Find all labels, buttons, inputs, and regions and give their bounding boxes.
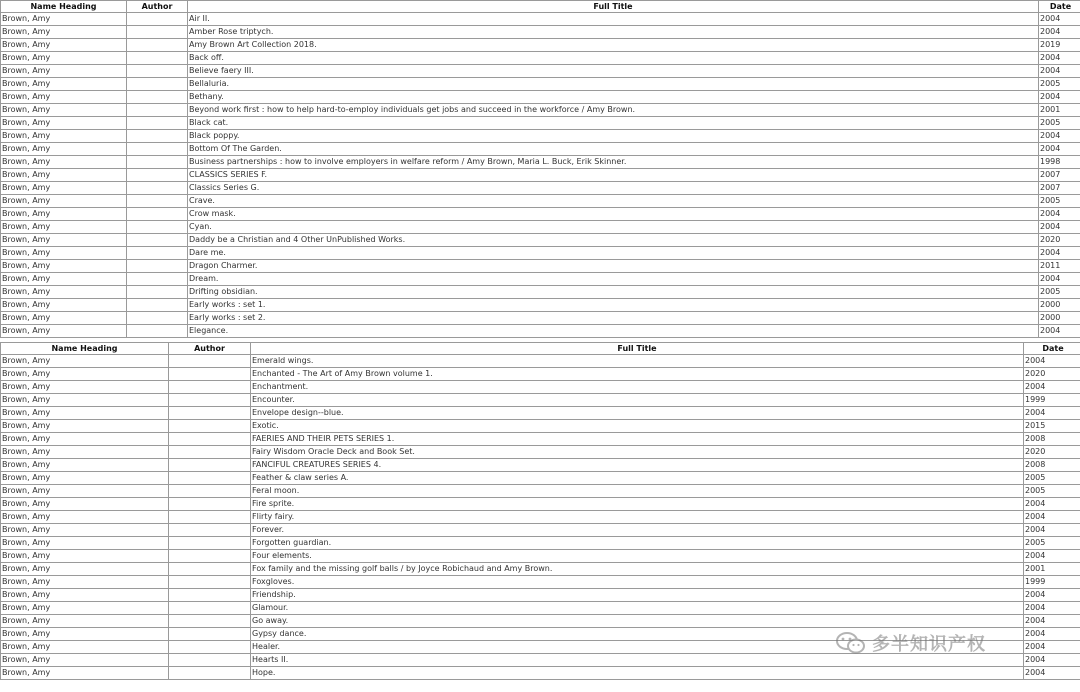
cell-author xyxy=(169,641,251,654)
cell-full-title: CLASSICS SERIES F. xyxy=(188,169,1039,182)
cell-name-heading: Brown, Amy xyxy=(1,368,169,381)
column-header-date[interactable]: Date xyxy=(1024,343,1080,355)
cell-name-heading: Brown, Amy xyxy=(1,667,169,680)
table-body xyxy=(1,13,1080,338)
table-row[interactable] xyxy=(1,78,1080,91)
table-header-row xyxy=(1,343,1080,355)
cell-full-title: FANCIFUL CREATURES SERIES 4. xyxy=(251,459,1024,472)
cell-name-heading: Brown, Amy xyxy=(1,13,127,26)
cell-author xyxy=(127,65,188,78)
cell-date: 2020 xyxy=(1024,446,1080,459)
cell-date: 2004 xyxy=(1024,355,1080,368)
cell-date: 2004 xyxy=(1039,143,1080,156)
cell-name-heading: Brown, Amy xyxy=(1,485,169,498)
results-table-2 xyxy=(0,342,1080,680)
column-header-author[interactable]: Author xyxy=(169,343,251,355)
cell-date: 2005 xyxy=(1039,117,1080,130)
cell-date: 2004 xyxy=(1039,130,1080,143)
cell-author xyxy=(127,195,188,208)
cell-full-title: Bethany. xyxy=(188,91,1039,104)
cell-full-title: Air II. xyxy=(188,13,1039,26)
cell-name-heading: Brown, Amy xyxy=(1,26,127,39)
cell-name-heading: Brown, Amy xyxy=(1,273,127,286)
cell-full-title: Early works : set 1. xyxy=(188,299,1039,312)
cell-author xyxy=(127,247,188,260)
cell-full-title: Forever. xyxy=(251,524,1024,537)
cell-date: 2007 xyxy=(1039,169,1080,182)
table-row[interactable] xyxy=(1,208,1080,221)
cell-name-heading: Brown, Amy xyxy=(1,433,169,446)
cell-author xyxy=(127,325,188,338)
table-row[interactable] xyxy=(1,26,1080,39)
cell-full-title: Amber Rose triptych. xyxy=(188,26,1039,39)
table-row[interactable] xyxy=(1,368,1080,381)
cell-date: 2004 xyxy=(1024,407,1080,420)
cell-name-heading: Brown, Amy xyxy=(1,537,169,550)
cell-author xyxy=(169,446,251,459)
table-row[interactable] xyxy=(1,446,1080,459)
cell-full-title: Bellaluria. xyxy=(188,78,1039,91)
cell-name-heading: Brown, Amy xyxy=(1,563,169,576)
cell-name-heading: Brown, Amy xyxy=(1,104,127,117)
table-row[interactable] xyxy=(1,407,1080,420)
table-row[interactable] xyxy=(1,394,1080,407)
cell-author xyxy=(127,169,188,182)
table-row[interactable] xyxy=(1,299,1080,312)
cell-name-heading: Brown, Amy xyxy=(1,234,127,247)
column-header-name-heading[interactable]: Name Heading xyxy=(1,1,127,13)
cell-author xyxy=(127,13,188,26)
cell-name-heading: Brown, Amy xyxy=(1,260,127,273)
cell-name-heading: Brown, Amy xyxy=(1,641,169,654)
cell-author xyxy=(127,26,188,39)
cell-full-title: Fox family and the missing golf balls / by Joyce Robichaud and Amy Brown. xyxy=(251,563,1024,576)
cell-author xyxy=(127,156,188,169)
cell-full-title: Fire sprite. xyxy=(251,498,1024,511)
cell-author xyxy=(169,654,251,667)
cell-author xyxy=(169,459,251,472)
cell-name-heading: Brown, Amy xyxy=(1,117,127,130)
cell-author xyxy=(127,208,188,221)
cell-full-title: Forgotten guardian. xyxy=(251,537,1024,550)
cell-name-heading: Brown, Amy xyxy=(1,628,169,641)
cell-date: 1999 xyxy=(1024,394,1080,407)
table-row[interactable] xyxy=(1,563,1080,576)
cell-full-title: Business partnerships : how to involve employers in welfare reform / Amy Brown, Maria L. Buck, Erik Skinner. xyxy=(188,156,1039,169)
table-row[interactable] xyxy=(1,576,1080,589)
table-body xyxy=(1,355,1080,680)
column-header-full-title[interactable]: Full Title xyxy=(251,343,1024,355)
cell-full-title: Believe faery III. xyxy=(188,65,1039,78)
cell-name-heading: Brown, Amy xyxy=(1,286,127,299)
cell-author xyxy=(169,485,251,498)
cell-date: 2004 xyxy=(1024,641,1080,654)
table-row[interactable] xyxy=(1,667,1080,680)
cell-date: 2005 xyxy=(1024,472,1080,485)
cell-date: 2004 xyxy=(1039,247,1080,260)
cell-date: 2004 xyxy=(1024,511,1080,524)
table-row[interactable] xyxy=(1,182,1080,195)
cell-author xyxy=(169,381,251,394)
cell-name-heading: Brown, Amy xyxy=(1,550,169,563)
cell-author xyxy=(127,312,188,325)
cell-author xyxy=(127,260,188,273)
cell-date: 2011 xyxy=(1039,260,1080,273)
table-row[interactable] xyxy=(1,260,1080,273)
results-table-1 xyxy=(0,0,1080,338)
cell-author xyxy=(127,286,188,299)
cell-full-title: Beyond work first : how to help hard-to-employ individuals get jobs and succeed in the workforce / Amy Brown. xyxy=(188,104,1039,117)
cell-date: 2005 xyxy=(1039,286,1080,299)
cell-date: 1998 xyxy=(1039,156,1080,169)
cell-full-title: Crow mask. xyxy=(188,208,1039,221)
table-row[interactable] xyxy=(1,537,1080,550)
table-row[interactable] xyxy=(1,247,1080,260)
table-row[interactable] xyxy=(1,433,1080,446)
table-row[interactable] xyxy=(1,221,1080,234)
cell-date: 2004 xyxy=(1024,654,1080,667)
cell-full-title: Four elements. xyxy=(251,550,1024,563)
cell-date: 2004 xyxy=(1024,602,1080,615)
cell-date: 2005 xyxy=(1024,537,1080,550)
cell-author xyxy=(127,117,188,130)
cell-date: 2000 xyxy=(1039,312,1080,325)
cell-author xyxy=(169,628,251,641)
cell-full-title: Early works : set 2. xyxy=(188,312,1039,325)
table-row[interactable] xyxy=(1,312,1080,325)
cell-name-heading: Brown, Amy xyxy=(1,576,169,589)
cell-name-heading: Brown, Amy xyxy=(1,524,169,537)
cell-name-heading: Brown, Amy xyxy=(1,446,169,459)
cell-full-title: Back off. xyxy=(188,52,1039,65)
cell-name-heading: Brown, Amy xyxy=(1,65,127,78)
cell-name-heading: Brown, Amy xyxy=(1,78,127,91)
table-row[interactable] xyxy=(1,355,1080,368)
cell-name-heading: Brown, Amy xyxy=(1,247,127,260)
cell-author xyxy=(169,667,251,680)
cell-author xyxy=(169,576,251,589)
table-row[interactable] xyxy=(1,654,1080,667)
cell-author xyxy=(169,615,251,628)
cell-name-heading: Brown, Amy xyxy=(1,182,127,195)
cell-date: 2001 xyxy=(1024,563,1080,576)
table-row[interactable] xyxy=(1,381,1080,394)
cell-date: 2004 xyxy=(1024,628,1080,641)
cell-date: 2005 xyxy=(1039,195,1080,208)
cell-name-heading: Brown, Amy xyxy=(1,615,169,628)
table-row[interactable] xyxy=(1,13,1080,26)
cell-date: 2001 xyxy=(1039,104,1080,117)
cell-name-heading: Brown, Amy xyxy=(1,394,169,407)
cell-full-title: Crave. xyxy=(188,195,1039,208)
cell-name-heading: Brown, Amy xyxy=(1,299,127,312)
cell-author xyxy=(169,355,251,368)
cell-date: 2004 xyxy=(1039,65,1080,78)
table-row[interactable] xyxy=(1,143,1080,156)
table-row[interactable] xyxy=(1,104,1080,117)
cell-full-title: Enchantment. xyxy=(251,381,1024,394)
cell-author xyxy=(127,143,188,156)
table-row[interactable] xyxy=(1,615,1080,628)
cell-name-heading: Brown, Amy xyxy=(1,472,169,485)
cell-author xyxy=(127,182,188,195)
cell-name-heading: Brown, Amy xyxy=(1,195,127,208)
cell-name-heading: Brown, Amy xyxy=(1,459,169,472)
cell-author xyxy=(169,511,251,524)
cell-full-title: Dragon Charmer. xyxy=(188,260,1039,273)
cell-name-heading: Brown, Amy xyxy=(1,208,127,221)
cell-date: 2004 xyxy=(1039,325,1080,338)
cell-date: 2004 xyxy=(1024,550,1080,563)
table-row[interactable] xyxy=(1,286,1080,299)
cell-date: 2004 xyxy=(1024,615,1080,628)
table-row[interactable] xyxy=(1,91,1080,104)
cell-date: 2008 xyxy=(1024,433,1080,446)
cell-name-heading: Brown, Amy xyxy=(1,407,169,420)
cell-name-heading: Brown, Amy xyxy=(1,130,127,143)
cell-date: 2020 xyxy=(1024,368,1080,381)
table-row[interactable] xyxy=(1,485,1080,498)
table-header-row xyxy=(1,1,1080,13)
cell-name-heading: Brown, Amy xyxy=(1,91,127,104)
cell-full-title: Healer. xyxy=(251,641,1024,654)
cell-full-title: Feral moon. xyxy=(251,485,1024,498)
cell-author xyxy=(169,602,251,615)
cell-author xyxy=(169,407,251,420)
cell-name-heading: Brown, Amy xyxy=(1,589,169,602)
table-row[interactable] xyxy=(1,156,1080,169)
watermark-text: 多半知识产权 xyxy=(872,634,986,655)
table-row[interactable] xyxy=(1,234,1080,247)
cell-full-title: Gypsy dance. xyxy=(251,628,1024,641)
table-row[interactable] xyxy=(1,130,1080,143)
cell-full-title: Hope. xyxy=(251,667,1024,680)
cell-full-title: Flirty fairy. xyxy=(251,511,1024,524)
cell-full-title: Exotic. xyxy=(251,420,1024,433)
cell-full-title: Elegance. xyxy=(188,325,1039,338)
cell-full-title: Encounter. xyxy=(251,394,1024,407)
cell-date: 2015 xyxy=(1024,420,1080,433)
table-row[interactable] xyxy=(1,498,1080,511)
table-row[interactable] xyxy=(1,602,1080,615)
cell-full-title: Glamour. xyxy=(251,602,1024,615)
cell-author xyxy=(169,394,251,407)
cell-author xyxy=(169,589,251,602)
cell-date: 2004 xyxy=(1039,91,1080,104)
cell-name-heading: Brown, Amy xyxy=(1,381,169,394)
table-row[interactable] xyxy=(1,195,1080,208)
cell-author xyxy=(169,472,251,485)
cell-author xyxy=(127,221,188,234)
cell-author xyxy=(127,273,188,286)
cell-name-heading: Brown, Amy xyxy=(1,325,127,338)
cell-date: 2008 xyxy=(1024,459,1080,472)
table-row[interactable] xyxy=(1,65,1080,78)
cell-date: 2004 xyxy=(1024,381,1080,394)
cell-full-title: Envelope design--blue. xyxy=(251,407,1024,420)
column-header-author[interactable]: Author xyxy=(127,1,188,13)
cell-name-heading: Brown, Amy xyxy=(1,52,127,65)
cell-author xyxy=(169,433,251,446)
cell-full-title: Drifting obsidian. xyxy=(188,286,1039,299)
cell-date: 2004 xyxy=(1039,26,1080,39)
cell-full-title: Fairy Wisdom Oracle Deck and Book Set. xyxy=(251,446,1024,459)
cell-date: 2019 xyxy=(1039,39,1080,52)
cell-name-heading: Brown, Amy xyxy=(1,143,127,156)
cell-full-title: Enchanted - The Art of Amy Brown volume 1. xyxy=(251,368,1024,381)
cell-name-heading: Brown, Amy xyxy=(1,420,169,433)
table-row[interactable] xyxy=(1,39,1080,52)
cell-author xyxy=(127,104,188,117)
cell-name-heading: Brown, Amy xyxy=(1,39,127,52)
cell-full-title: Foxgloves. xyxy=(251,576,1024,589)
cell-date: 2020 xyxy=(1039,234,1080,247)
cell-date: 2000 xyxy=(1039,299,1080,312)
cell-date: 2005 xyxy=(1039,78,1080,91)
cell-name-heading: Brown, Amy xyxy=(1,511,169,524)
cell-author xyxy=(169,524,251,537)
cell-full-title: Dare me. xyxy=(188,247,1039,260)
column-header-full-title[interactable]: Full Title xyxy=(188,1,1039,13)
cell-name-heading: Brown, Amy xyxy=(1,498,169,511)
table-row[interactable] xyxy=(1,641,1080,654)
cell-full-title: FAERIES AND THEIR PETS SERIES 1. xyxy=(251,433,1024,446)
cell-full-title: Cyan. xyxy=(188,221,1039,234)
cell-author xyxy=(169,563,251,576)
cell-name-heading: Brown, Amy xyxy=(1,169,127,182)
cell-name-heading: Brown, Amy xyxy=(1,654,169,667)
cell-name-heading: Brown, Amy xyxy=(1,355,169,368)
cell-date: 2004 xyxy=(1039,221,1080,234)
table-row[interactable] xyxy=(1,511,1080,524)
table-row[interactable] xyxy=(1,628,1080,641)
cell-author xyxy=(127,39,188,52)
cell-author xyxy=(127,52,188,65)
cell-author xyxy=(127,91,188,104)
table-row[interactable] xyxy=(1,524,1080,537)
cell-date: 2004 xyxy=(1039,52,1080,65)
cell-full-title: Emerald wings. xyxy=(251,355,1024,368)
table-row[interactable] xyxy=(1,52,1080,65)
table-row[interactable] xyxy=(1,420,1080,433)
cell-date: 2004 xyxy=(1039,13,1080,26)
cell-full-title: Black poppy. xyxy=(188,130,1039,143)
cell-date: 2004 xyxy=(1024,498,1080,511)
cell-date: 2005 xyxy=(1024,485,1080,498)
cell-full-title: Friendship. xyxy=(251,589,1024,602)
cell-author xyxy=(169,498,251,511)
cell-full-title: Amy Brown Art Collection 2018. xyxy=(188,39,1039,52)
cell-author xyxy=(169,537,251,550)
cell-full-title: Go away. xyxy=(251,615,1024,628)
cell-author xyxy=(127,130,188,143)
table-row[interactable] xyxy=(1,459,1080,472)
cell-name-heading: Brown, Amy xyxy=(1,312,127,325)
cell-author xyxy=(127,299,188,312)
cell-full-title: Black cat. xyxy=(188,117,1039,130)
table-row[interactable] xyxy=(1,472,1080,485)
table-row[interactable] xyxy=(1,589,1080,602)
column-header-name-heading[interactable]: Name Heading xyxy=(1,343,169,355)
cell-date: 2004 xyxy=(1024,667,1080,680)
cell-author xyxy=(127,234,188,247)
cell-date: 2007 xyxy=(1039,182,1080,195)
cell-full-title: Bottom Of The Garden. xyxy=(188,143,1039,156)
cell-full-title: Daddy be a Christian and 4 Other UnPublished Works. xyxy=(188,234,1039,247)
cell-name-heading: Brown, Amy xyxy=(1,156,127,169)
table-row[interactable] xyxy=(1,169,1080,182)
cell-date: 2004 xyxy=(1039,208,1080,221)
column-header-date[interactable]: Date xyxy=(1039,1,1080,13)
cell-date: 1999 xyxy=(1024,576,1080,589)
cell-full-title: Feather & claw series A. xyxy=(251,472,1024,485)
cell-date: 2004 xyxy=(1024,589,1080,602)
table-row[interactable] xyxy=(1,325,1080,338)
cell-date: 2004 xyxy=(1024,524,1080,537)
table-row[interactable] xyxy=(1,117,1080,130)
table-row[interactable] xyxy=(1,550,1080,563)
cell-author xyxy=(169,368,251,381)
cell-full-title: Hearts II. xyxy=(251,654,1024,667)
cell-full-title: Dream. xyxy=(188,273,1039,286)
table-row[interactable] xyxy=(1,273,1080,286)
cell-name-heading: Brown, Amy xyxy=(1,221,127,234)
cell-author xyxy=(127,78,188,91)
cell-full-title: Classics Series G. xyxy=(188,182,1039,195)
cell-author xyxy=(169,420,251,433)
cell-date: 2004 xyxy=(1039,273,1080,286)
cell-author xyxy=(169,550,251,563)
cell-name-heading: Brown, Amy xyxy=(1,602,169,615)
